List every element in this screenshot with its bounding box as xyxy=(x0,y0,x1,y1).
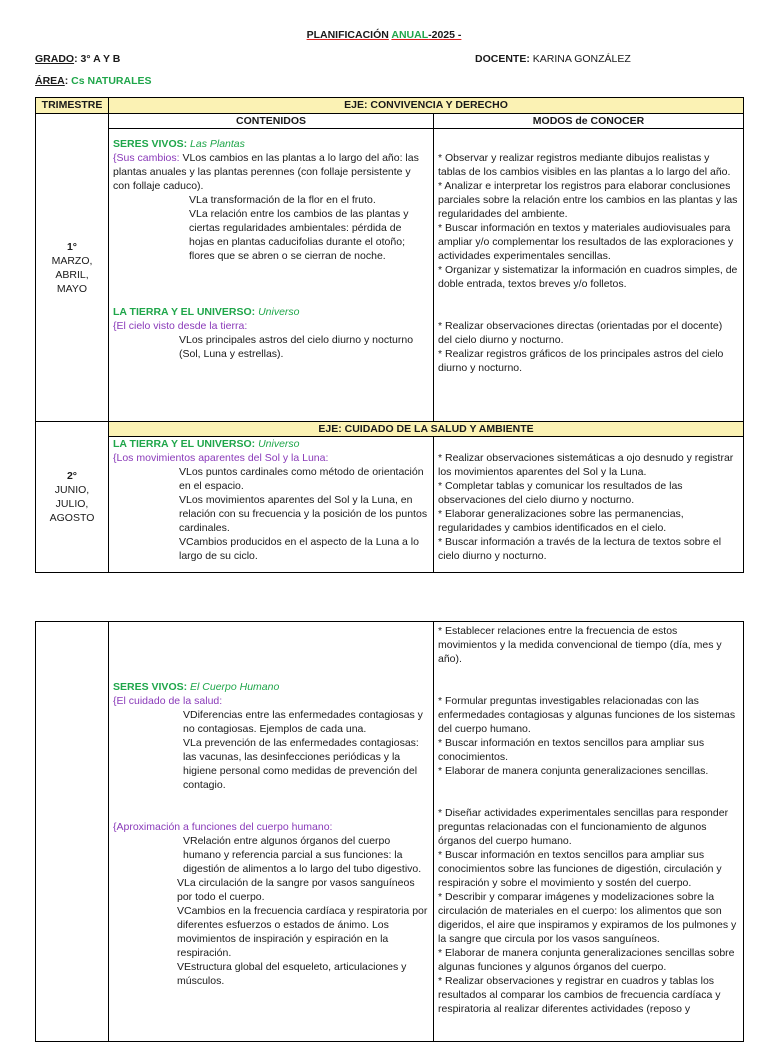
contenidos-cell-3: SERES VIVOS: El Cuerpo Humano {El cuidado de la salud: VDiferencias entre las enfermedades contagiosas y no contagiosas. Ejemplos de cada una. VLa prevención de las enfermedades contagiosas: las vacunas, las desinfecciones periódicas y la higiene personal como medidas de prevención del contagio. {Aproximación a funciones del cuerpo humano: VRelación entre algunos órganos del cuerpo humano y referencia parcial a sus funciones: la digestión de alimentos a lo largo del tubo digestivo. VLa circulación de la sangre por vasos sanguíneos por todo el cuerpo. VCambios en la frecuencia cardíaca y respiratoria por diferentes esfuerzos o estados de ánimo. Los movimientos de inspiración y espiración en la respiración. VEstructura global del esqueleto, articulaciones y músculos. xyxy=(109,622,434,1042)
contenidos-cell-2: LA TIERRA Y EL UNIVERSO: Universo {Los movimientos aparentes del Sol y la Luna: VLos puntos cardinales como método de orientación en el espacio. VLos movimientos aparentes del Sol y la Luna, en relación con su frecuencia y la posición de los puntos cardinales. VCambios producidos en el aspecto de la Luna a lo largo de su ciclo. xyxy=(109,437,434,573)
planning-table xyxy=(35,97,744,573)
page-title: PLANIFICACIÓN ANUAL-2025 - xyxy=(306,29,462,41)
col-header-trimestre: TRIMESTRE xyxy=(36,98,109,114)
modos-cell-3: * Establecer relaciones entre la frecuencia de estos movimientos y la medida convencional de tiempo (día, mes y año). * Formular preguntas investigables relacionadas con las enfermedades contagiosas y algunas funciones de los sistemas del cuerpo humano. * Buscar información en textos sencillos para ampliar sus conocimientos. * Elaborar de manera conjunta generalizaciones sencillas. * Diseñar actividades experimentales sencillas para responder preguntas relacionadas con el funcionamiento de algunos órganos del cuerpo humano. * Buscar información en textos sencillos para ampliar sus conocimientos sobre las funciones de digestión, circulación y respiración y sobre el movimiento y sostén del cuerpo. * Describir y comparar imágenes y modelizaciones sobre la circulación de materiales en el cuerpo: los alimentos que son digeridos, el aire que inspiramos y expiramos de los pulmones y la sangre que circula por los vasos sanguíneos. * Elaborar de manera conjunta generalizaciones sencillas sobre algunas funciones y algunos órganos del cuerpo. * Realizar observaciones y registrar en cuadros y tablas los resultados al comparar los cambios de frecuencia cardíaca y respiratoria al realizar diferentes actividades (reposo y xyxy=(434,622,744,1042)
planning-table-continued xyxy=(35,621,744,1042)
modos-cell-2: * Realizar observaciones sistemáticas a ojo desnudo y registrar los movimientos aparentes del Sol y la Luna. * Completar tablas y comunicar los resultados de las observaciones del cielo diurno y nocturno. * Elaborar generalizaciones sobre las permanencias, regularidades y cambios identificados en el cielo. * Buscar información a través de la lectura de textos sobre el cielo diurno y nocturno. xyxy=(434,437,744,573)
docente-line: DOCENTE: KARINA GONZÁLEZ xyxy=(475,53,631,65)
col-header-modos: MODOS de CONOCER xyxy=(434,114,744,129)
grado-line: GRADO: 3° A Y B xyxy=(35,53,121,65)
eje-header-2: EJE: CUIDADO DE LA SALUD Y AMBIENTE xyxy=(109,422,744,437)
col-header-contenidos: CONTENIDOS xyxy=(109,114,434,129)
modos-cell-1: * Observar y realizar registros mediante dibujos realistas y tablas de los cambios visibles en las plantas a lo largo del año. * Analizar e interpretar los registros para elaborar conclusiones parciales sobre la relación entre los cambios en las plantas y las regularidades del ambiente. * Buscar información en textos y materiales audiovisuales para ampliar y/o complementar los resultados de las exploraciones y actividades experimentales sencillas. * Organizar y sistematizar la información en cuadros simples, de doble entrada, textos breves y/o folletos. * Realizar observaciones directas (orientadas por el docente) del cielo diurno y nocturno. * Realizar registros gráficos de los principales astros del cielo diurno y nocturno. xyxy=(434,129,744,422)
trimestre-1: 1° MARZO, ABRIL, MAYO xyxy=(36,114,109,422)
eje-header-1: EJE: CONVIVENCIA Y DERECHO xyxy=(109,98,744,114)
contenidos-cell-1: SERES VIVOS: Las Plantas {Sus cambios: VLos cambios en las plantas a lo largo del año: las plantas anuales y las plantas perennes (con follaje persistente y con follaje caduco). VLa transformación de la flor en el fruto. VLa relación entre los cambios de las plantas y ciertas regularidades ambientales: pérdida de hojas en plantas caducifolias durante el otoño; flores que se abren o se cierran de noche. LA TIERRA Y EL UNIVERSO: Universo {El cielo visto desde la tierra: VLos principales astros del cielo diurno y nocturno (Sol, Luna y estrellas). xyxy=(109,129,434,422)
trimestre-2-continued xyxy=(36,622,109,1042)
trimestre-2: 2° JUNIO, JULIO, AGOSTO xyxy=(36,422,109,573)
area-line: ÁREA: Cs NATURALES xyxy=(35,75,152,87)
